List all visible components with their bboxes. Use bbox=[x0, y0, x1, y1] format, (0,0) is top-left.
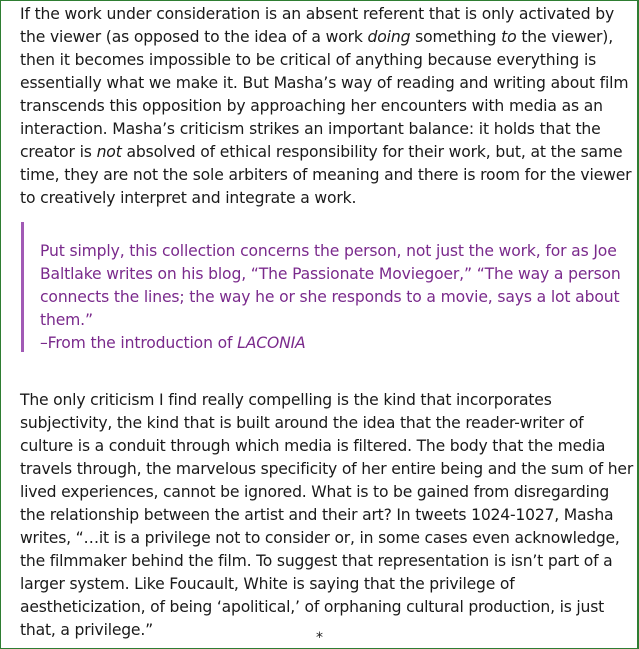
pull-quote-text: Put simply, this collection concerns the person, not just the work, for as Joe Baltlake writes on his blog, “The Passionate Moviegoer,” “The way a person connects the lines; the way he or she responds to a movie, says a lot about them.” bbox=[40, 242, 621, 329]
pull-quote bbox=[21, 222, 621, 352]
para1-emphasis-doing: doing bbox=[367, 28, 411, 46]
para1-text-a: If the work under consideration is an absent referent that is only activated by the viewer (as opposed to the idea of a work bbox=[20, 5, 615, 46]
para1-text-c: the viewer), then it becomes impossible to be critical of anything because everything is essentially what we make it. But Masha’s way of reading and writing about film transcends this opposition by approaching her encounters with media as an interaction. Masha’s criticism strikes an important balance: it holds that the creator is bbox=[20, 28, 629, 161]
frame-border-top bbox=[0, 0, 639, 1]
attribution-book-title: LACONIA bbox=[237, 334, 306, 352]
frame-border-left bbox=[0, 0, 1, 649]
attribution-prefix: –From the introduction of bbox=[40, 334, 238, 352]
para1-text-d: absolved of ethical responsibility for their work, but, at the same time, they are not the sole arbiters of meaning and there is room for the viewer to creatively interpret and integrate a work. bbox=[20, 143, 632, 207]
body-paragraph-2: The only criticism I find really compelling is the kind that incorporates subjectivity, the kind that is built around the idea that the reader-writer of culture is a conduit through which media is filtered. The body that the media travels through, the marvelous specificity of her entire being and the sum of her lived experiences, cannot be ignored. What is to be gained from disregarding the relationship between the artist and their art? In tweets 1024-1027, Masha writes, “…it is a privilege not to consider or, in some cases even acknowledge, the filmmaker behind the film. To suggest that representation is isn’t part of a larger system. Like Foucault, White is saying that the privilege of aestheticization, of being ‘apolitical,’ of orphaning cultural production, is just that, a privilege.” bbox=[20, 391, 634, 639]
body-paragraph-1 bbox=[20, 3, 636, 210]
pull-quote-attribution bbox=[40, 332, 621, 355]
pull-quote-body bbox=[40, 222, 621, 355]
para1-text-b: something bbox=[410, 28, 502, 46]
section-separator-asterisk: * bbox=[316, 630, 323, 646]
para1-emphasis-not: not bbox=[96, 143, 122, 161]
para1-emphasis-to: to bbox=[501, 28, 517, 46]
